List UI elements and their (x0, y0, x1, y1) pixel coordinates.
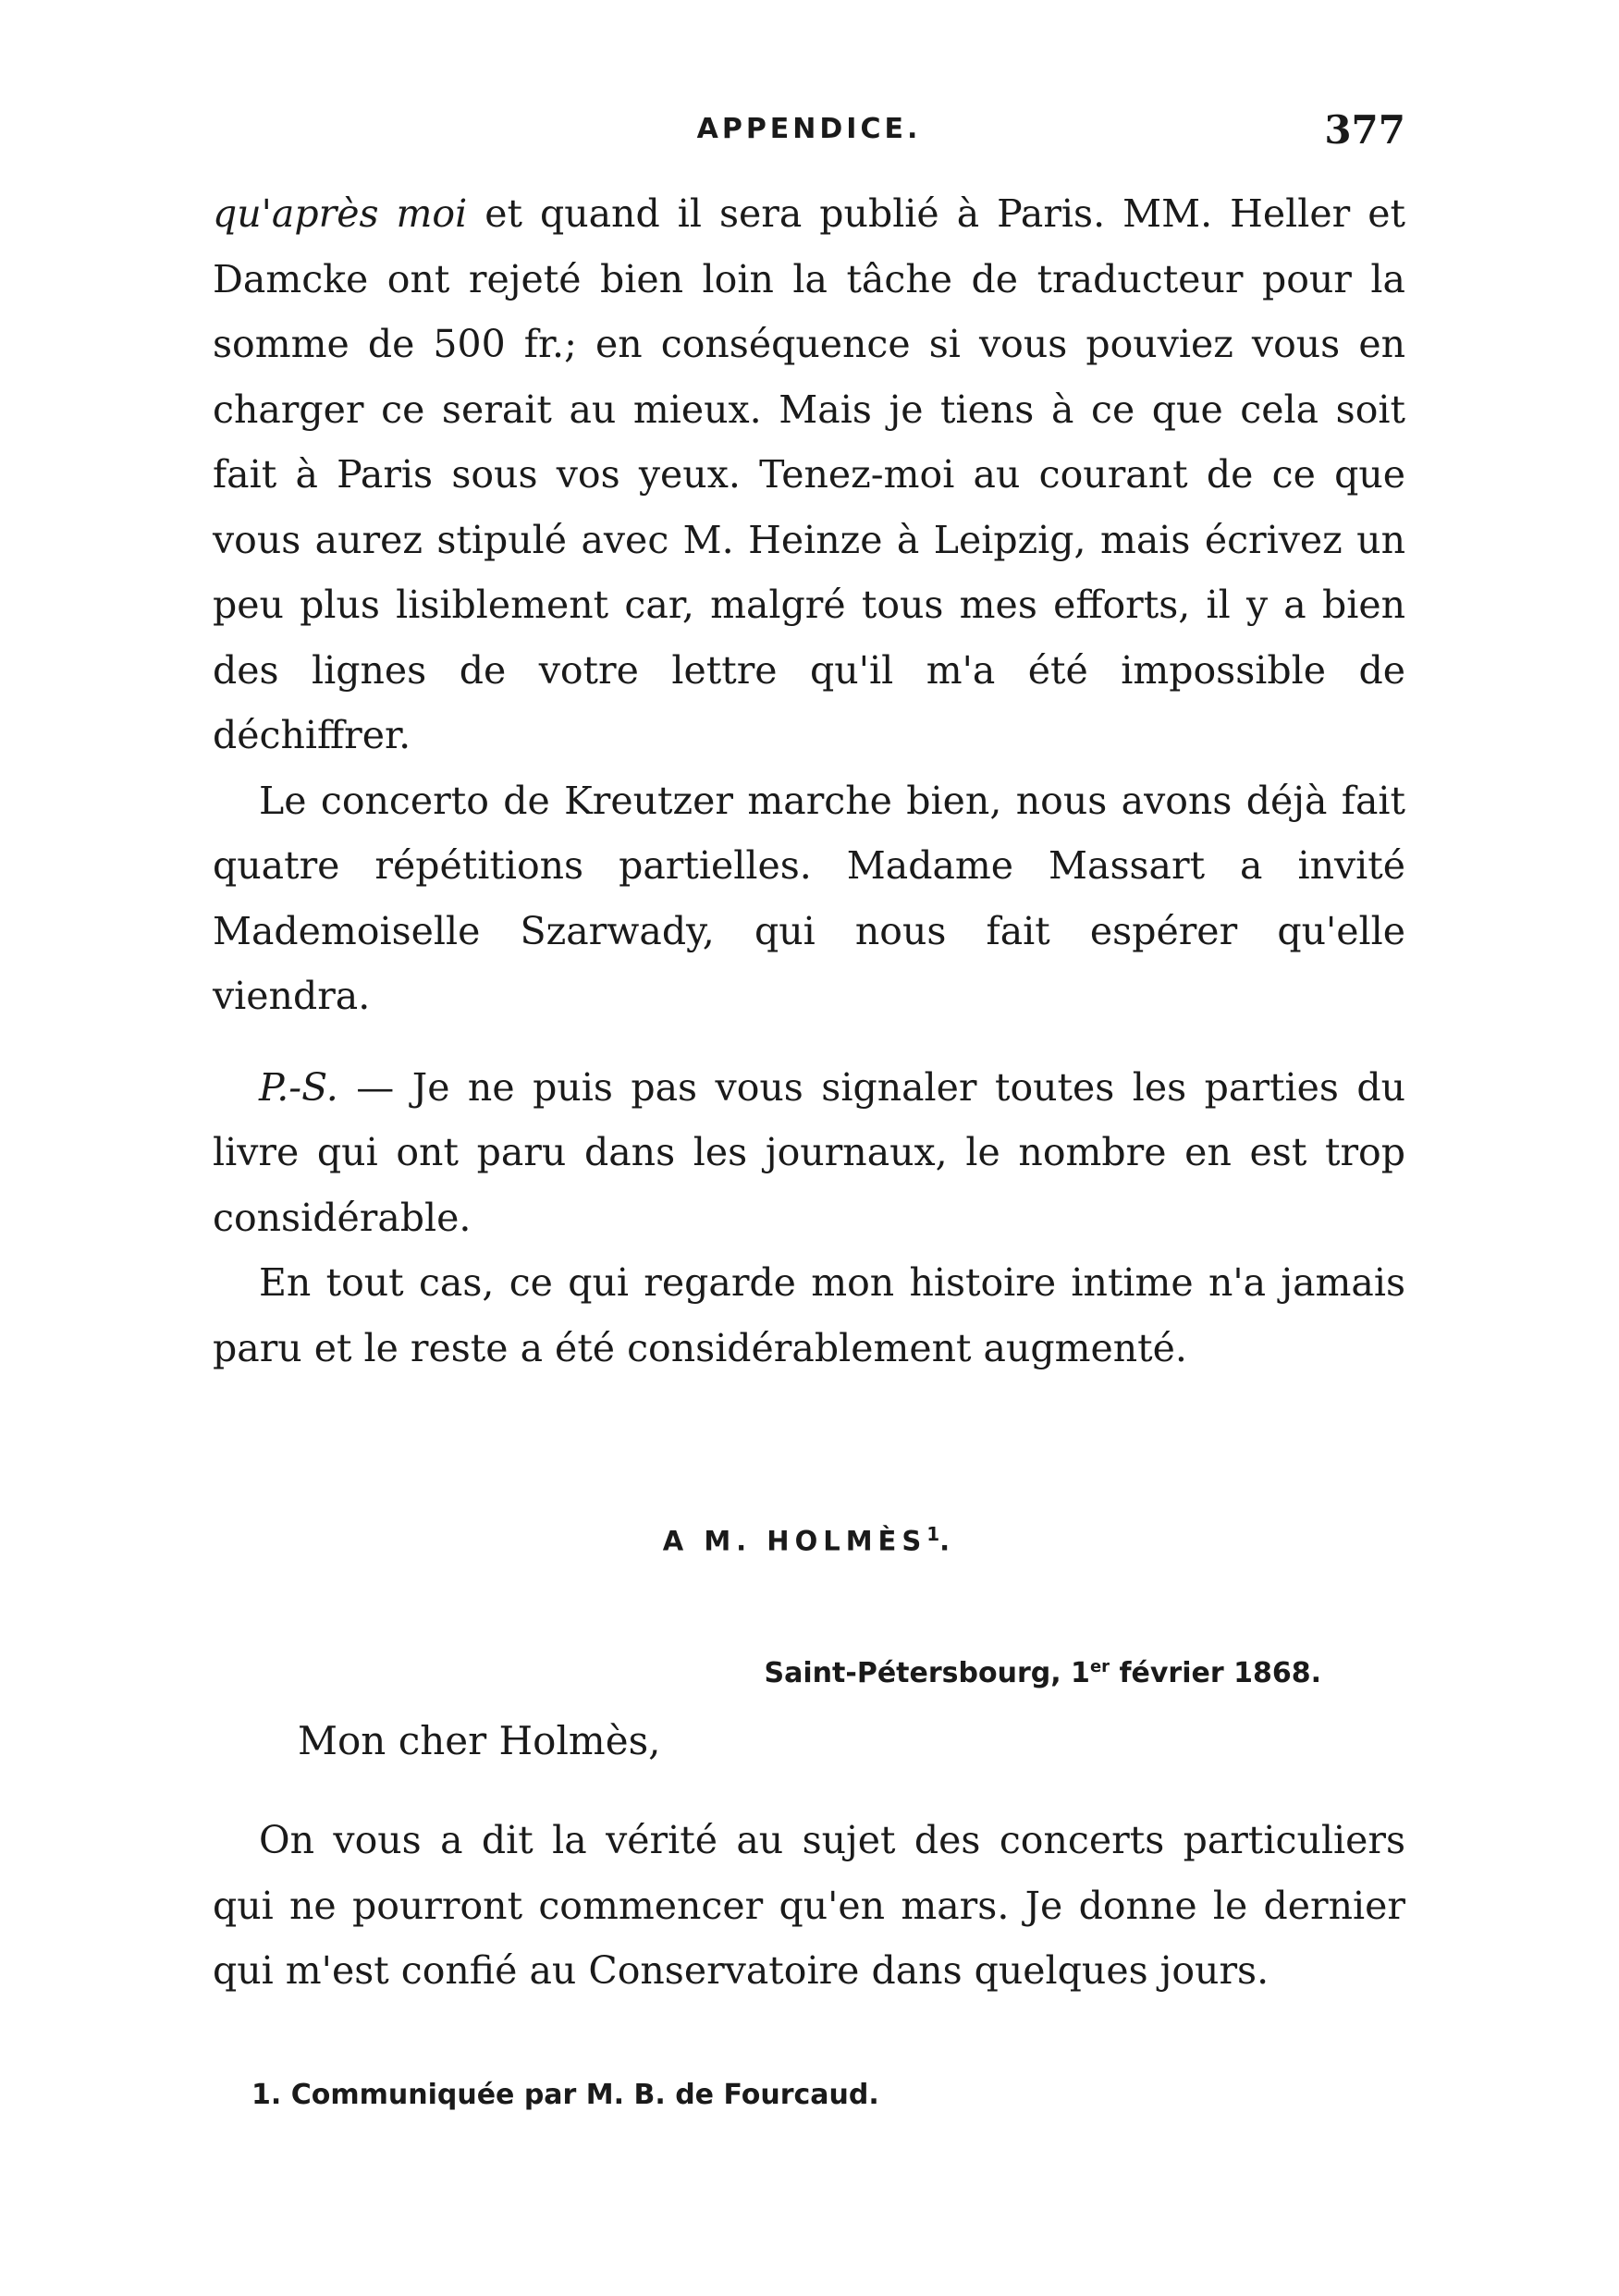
paragraph: En tout cas, ce qui regarde mon histoire intime n'a jamais paru et le reste a été considérablement augmenté. (213, 1260, 1405, 1370)
paragraph-text: — Je ne puis pas vous signaler toutes les parties du livre qui ont paru dans les journaux, le nombre en est trop considérable. (213, 1064, 1405, 1240)
postscript-label: P.-S. (259, 1064, 338, 1110)
footnote: 1. Communiquée par M. B. de Fourcaud. (251, 2079, 879, 2111)
letter-two-body (213, 1808, 1405, 2004)
paragraph: On vous a dit la vérité au sujet des concerts particuliers qui ne pourront commencer qu'en mars. Je donne le dernier qui m'est confié au Conservatoire dans quelques jours. (213, 1818, 1405, 1993)
dateline-ordinal: er (1089, 1657, 1110, 1676)
paragraph (213, 181, 1405, 768)
dateline-date: février 1868. (1110, 1657, 1321, 1689)
heading-text: A M. HOLMÈS (662, 1525, 927, 1557)
paragraph-text: et quand il sera publié à Paris. MM. Heller et Damcke ont rejeté bien loin la tâche de traducteur pour la somme de 500 fr.; en conséquence si vous pouviez vous en charger ce serait au mieux. Mais je tiens à ce que cela soit fait à Paris sous vos yeux. Tenez-moi au courant de ce que vous aurez stipulé avec M. Heinze à Leipzig, mais écrivez un peu plus lisiblement car, malgré tous mes efforts, il y a bien des lignes de votre lettre qu'il m'a été impossible de déchiffrer. (213, 191, 1405, 757)
letter-heading (213, 1523, 1405, 1557)
page-header (213, 107, 1405, 163)
paragraph: Le concerto de Kreutzer marche bien, nous avons déjà fait quatre répétitions partielles. Madame Massart a invité Mademoiselle Szarwady, qui nous fait espérer qu'elle viendra. (213, 778, 1405, 1018)
footnote-marker: 1 (926, 1523, 940, 1545)
heading-end: . (939, 1525, 956, 1557)
running-title: APPENDICE. (696, 113, 922, 145)
letter-one-body (213, 181, 1405, 1381)
postscript-paragraph (213, 1055, 1405, 1251)
italic-phrase: qu'après moi (213, 191, 468, 236)
dateline (765, 1657, 1321, 1689)
dateline-place: Saint-Pétersbourg, 1 (764, 1657, 1090, 1689)
salutation: Mon cher Holmès, (298, 1718, 661, 1763)
page-number: 377 (1324, 107, 1405, 153)
